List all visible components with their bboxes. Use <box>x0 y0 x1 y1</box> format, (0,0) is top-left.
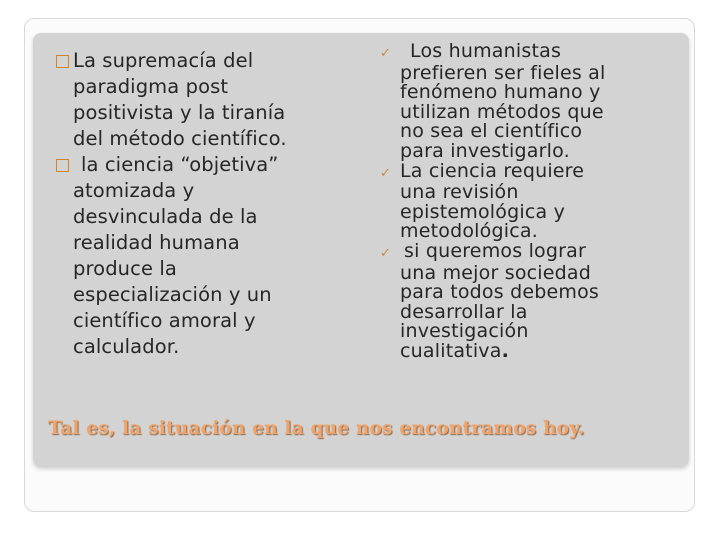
text-line: si queremos lograr <box>404 239 586 262</box>
text-line: especialización y un <box>73 283 272 306</box>
text-line: para todos debemos <box>400 281 600 304</box>
text-line: desarrollar la <box>400 300 528 323</box>
text-line: calculador. <box>73 335 180 358</box>
text-line: epistemológica y <box>400 200 566 223</box>
checkmark-icon: ✓ <box>380 165 392 181</box>
right-bullet-continuation-1 <box>380 61 670 162</box>
right-bullet-continuation-2 <box>380 183 670 242</box>
text-line: científico amoral y <box>73 309 256 332</box>
text-line: investigación <box>400 320 529 343</box>
left-column <box>56 48 346 360</box>
square-bullet-icon <box>56 55 69 68</box>
text-line: una mejor sociedad <box>400 261 592 284</box>
text-line: La supremacía del <box>73 49 254 72</box>
text-line: fenómeno humano y <box>400 81 601 104</box>
right-bullet-item-3 <box>380 239 670 264</box>
left-bullet-text-2 <box>69 152 279 178</box>
left-bullet-text-1 <box>69 48 253 74</box>
right-bullet-item-2 <box>380 159 670 184</box>
left-bullet-continuation-1 <box>56 74 346 152</box>
text-line: paradigma post <box>73 75 229 98</box>
left-bullet-continuation-2 <box>56 178 346 360</box>
text-line: atomizada y <box>73 179 195 202</box>
end-mark: . <box>501 339 510 362</box>
text-line: prefieren ser fieles al <box>400 61 606 84</box>
text-line: positivista y la tiranía <box>73 101 286 124</box>
text-line: desvinculada de la <box>73 205 258 228</box>
text-line: Los humanistas <box>410 40 562 62</box>
square-bullet-icon <box>56 159 69 172</box>
text-line: produce la <box>73 257 177 280</box>
left-bullet-item-2 <box>56 152 346 178</box>
right-bullet-item-1 <box>380 42 670 64</box>
right-column <box>380 42 670 362</box>
text-line-content: cualitativa <box>400 339 502 362</box>
text-line: metodológica. <box>400 220 538 243</box>
checkmark-icon: ✓ <box>380 245 392 261</box>
left-bullet-item-1 <box>56 48 346 74</box>
text-line: utilizan métodos que <box>400 100 604 123</box>
text-line: realidad humana <box>73 231 240 254</box>
text-line: para investigarlo. <box>400 139 570 162</box>
right-bullet-continuation-3 <box>380 261 670 362</box>
text-line: La ciencia requiere <box>400 159 585 182</box>
text-line: la ciencia “objetiva” <box>81 153 279 176</box>
checkmark-icon: ✓ <box>380 46 392 61</box>
text-line: del método científico. <box>73 127 287 150</box>
text-line: no sea el científico <box>400 120 583 143</box>
text-line: una revisión <box>400 181 519 204</box>
conclusion-text: Tal es, la situación en la que nos encontramos hoy. <box>48 418 585 439</box>
text-line <box>400 339 670 362</box>
